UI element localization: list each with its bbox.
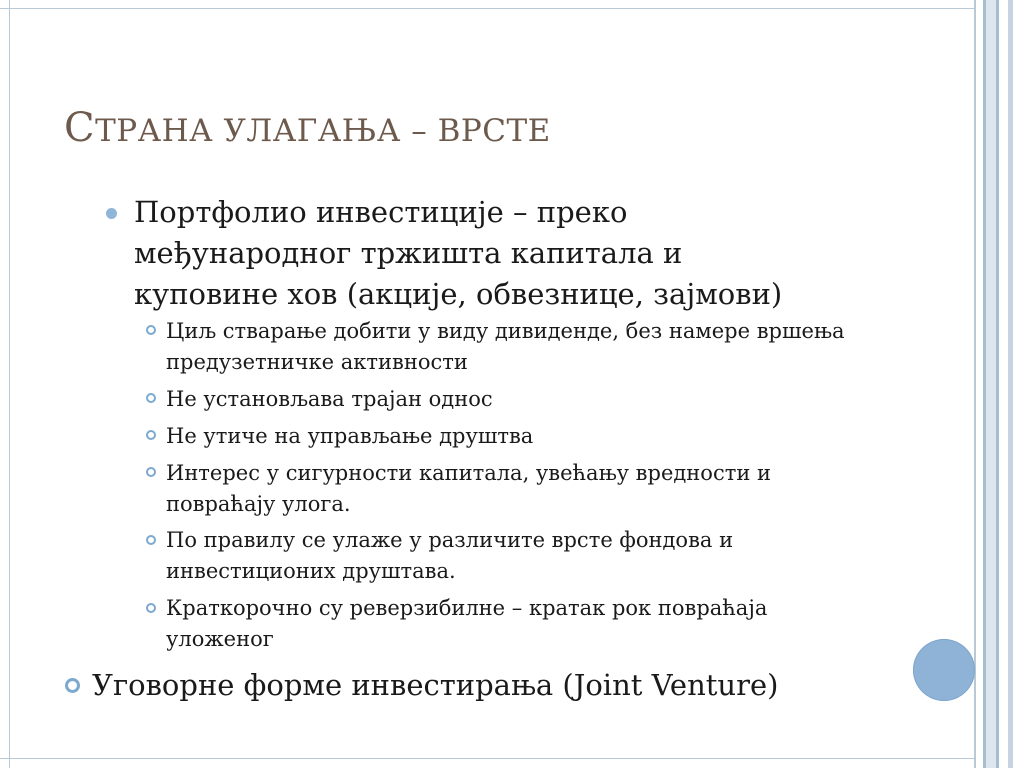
sub-bullet-ring-icon bbox=[146, 325, 156, 335]
slide-title-rest: ТРАНА УЛАГАЊА – ВРСТЕ bbox=[95, 113, 551, 149]
sub-bullet-ring-icon bbox=[146, 535, 156, 545]
main-bullet-dot-icon bbox=[106, 208, 117, 219]
main-bullet-text: Портфолио инвестиције – преко међународног тржишта капитала и куповине хов (акције, обвезнице, зајмови) bbox=[134, 195, 783, 311]
decorative-circle bbox=[913, 639, 975, 701]
sub-bullet-item: Краткорочно су реверзибилне – кратак рок повраћаја уложеног bbox=[166, 596, 768, 651]
second-bullet-ring-icon bbox=[65, 678, 80, 693]
right-decorative-stripes bbox=[974, 0, 1024, 768]
second-bullet-text: Уговорне форме инвестирања (Joint Venture) bbox=[92, 668, 779, 702]
slide-title-initial: С bbox=[64, 105, 96, 151]
frame-top-line bbox=[0, 0, 975, 9]
frame-left-line bbox=[0, 0, 10, 768]
sub-bullet-item: По правилу се улаже у различите врсте фондова и инвестиционих друштава. bbox=[166, 528, 734, 583]
sub-bullet-item: Не установљава трајан однос bbox=[166, 387, 493, 411]
frame-bottom-line bbox=[0, 758, 975, 768]
sub-bullet-ring-icon bbox=[146, 430, 156, 440]
slide-title bbox=[64, 105, 551, 151]
sub-bullet-item: Не утиче на управљање друштва bbox=[166, 424, 534, 448]
sub-bullet-ring-icon bbox=[146, 393, 156, 403]
sub-bullet-item: Интерес у сигурности капитала, увећању вредности и повраћају улога. bbox=[166, 461, 771, 516]
sub-bullet-ring-icon bbox=[146, 603, 156, 613]
sub-bullet-item: Циљ стварање добити у виду дивиденде, без намере вршења предузетничке активности bbox=[166, 319, 845, 374]
sub-bullet-ring-icon bbox=[146, 467, 156, 477]
